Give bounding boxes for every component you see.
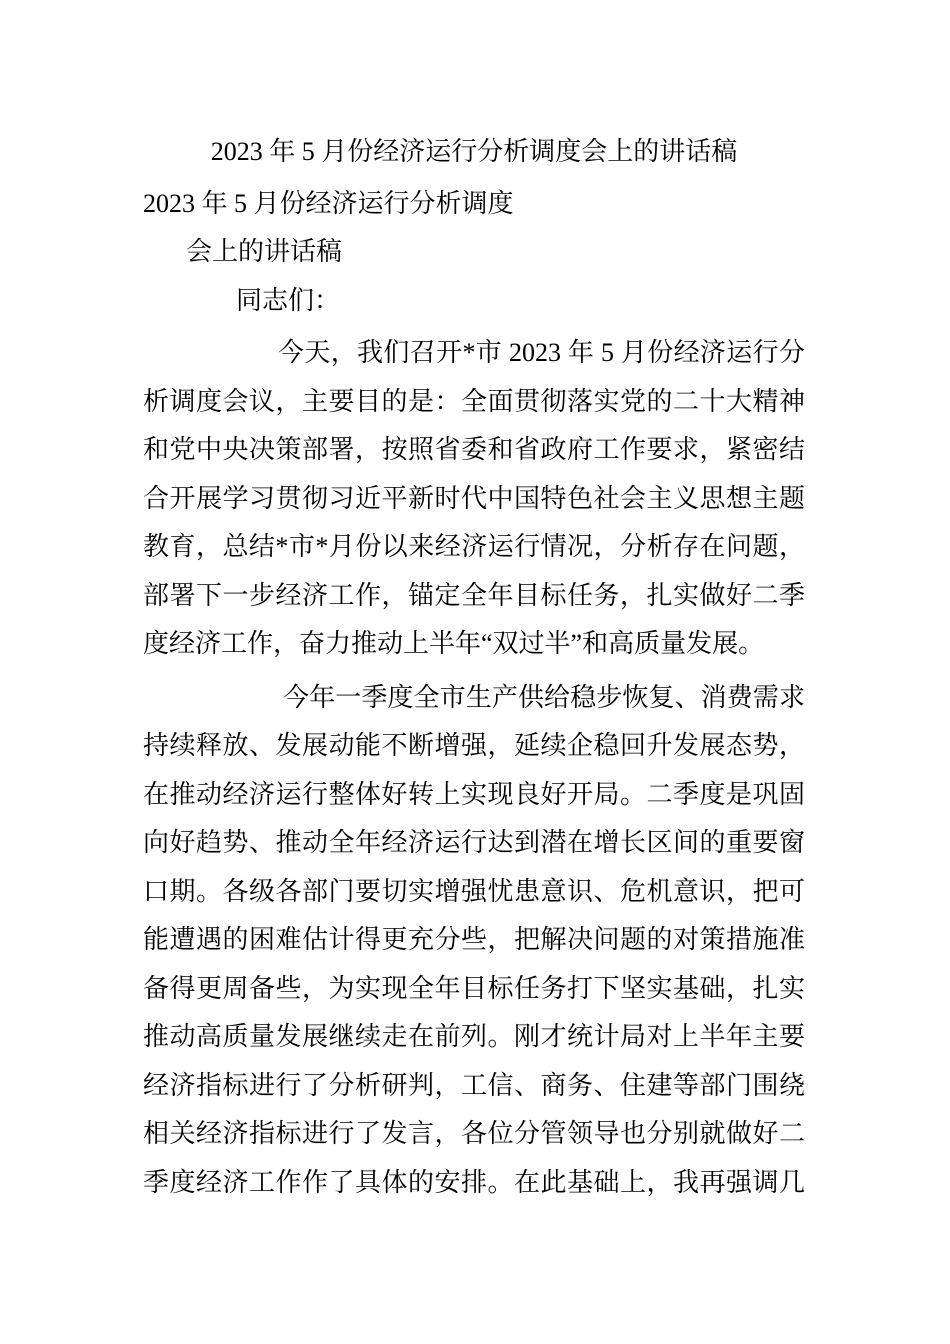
paragraph-economy-review (143, 674, 805, 1208)
doc-line: 部署下一步经济工作，锚定全年目标任务，扎实做好二季 (143, 580, 805, 610)
doc-line: 今年一季度全市生产供给稳步恢复、消费需求 (283, 682, 805, 712)
doc-line: 向好趋势、推动全年经济运行达到潜在增长区间的重要窗 (143, 828, 805, 857)
doc-line: 今天，我们召开*市 2023 年 5 月份经济运行分 (278, 338, 805, 367)
doc-line: 合开展学习贯彻习近平新时代中国特色社会主义思想主题 (143, 483, 805, 513)
doc-line: 2023 年 5 月份经济运行分析调度 (143, 188, 514, 218)
salutation (143, 277, 805, 326)
paragraph-opening (143, 329, 805, 669)
document-title: 2023 年 5 月份经济运行分析调度会上的讲话稿 (210, 137, 738, 166)
doc-line: 析调度会议，主要目的是：全面贯彻落实党的二十大精神 (143, 386, 805, 416)
doc-line: 会上的讲话稿 (186, 237, 343, 266)
doc-line: 备得更周备些，为实现全年目标任务打下坚实基础，扎实 (143, 973, 805, 1003)
doc-line: 和党中央决策部署，按照省委和省政府工作要求，紧密结 (143, 435, 805, 464)
doc-line: 在推动经济运行整体好转上实现良好开局。二季度是巩固 (143, 779, 805, 809)
doc-line: 度经济工作，奋力推动上半年“双过半”和高质量发展。 (143, 629, 765, 658)
document-subtitle (143, 180, 805, 277)
doc-line: 教育，总结*市*月份以来经济运行情况，分析存在问题， (143, 532, 805, 561)
doc-line: 相关经济指标进行了发言，各位分管领导也分别就做好二 (143, 1119, 805, 1148)
doc-line: 推动高质量发展继续走在前列。刚才统计局对上半年主要 (143, 1022, 805, 1051)
doc-line: 口期。各级各部门要切实增强忧患意识、危机意识，把可 (143, 876, 805, 906)
doc-line: 同志们： (236, 285, 341, 315)
doc-line: 持续释放、发展动能不断增强，延续企稳回升发展态势， (143, 731, 805, 760)
doc-line: 能遭遇的困难估计得更充分些，把解决问题的对策措施准 (143, 925, 805, 954)
doc-line: 季度经济工作作了具体的安排。在此基础上，我再强调几 (143, 1167, 805, 1197)
doc-line: 经济指标进行了分析研判，工信、商务、住建等部门围绕 (143, 1070, 805, 1100)
